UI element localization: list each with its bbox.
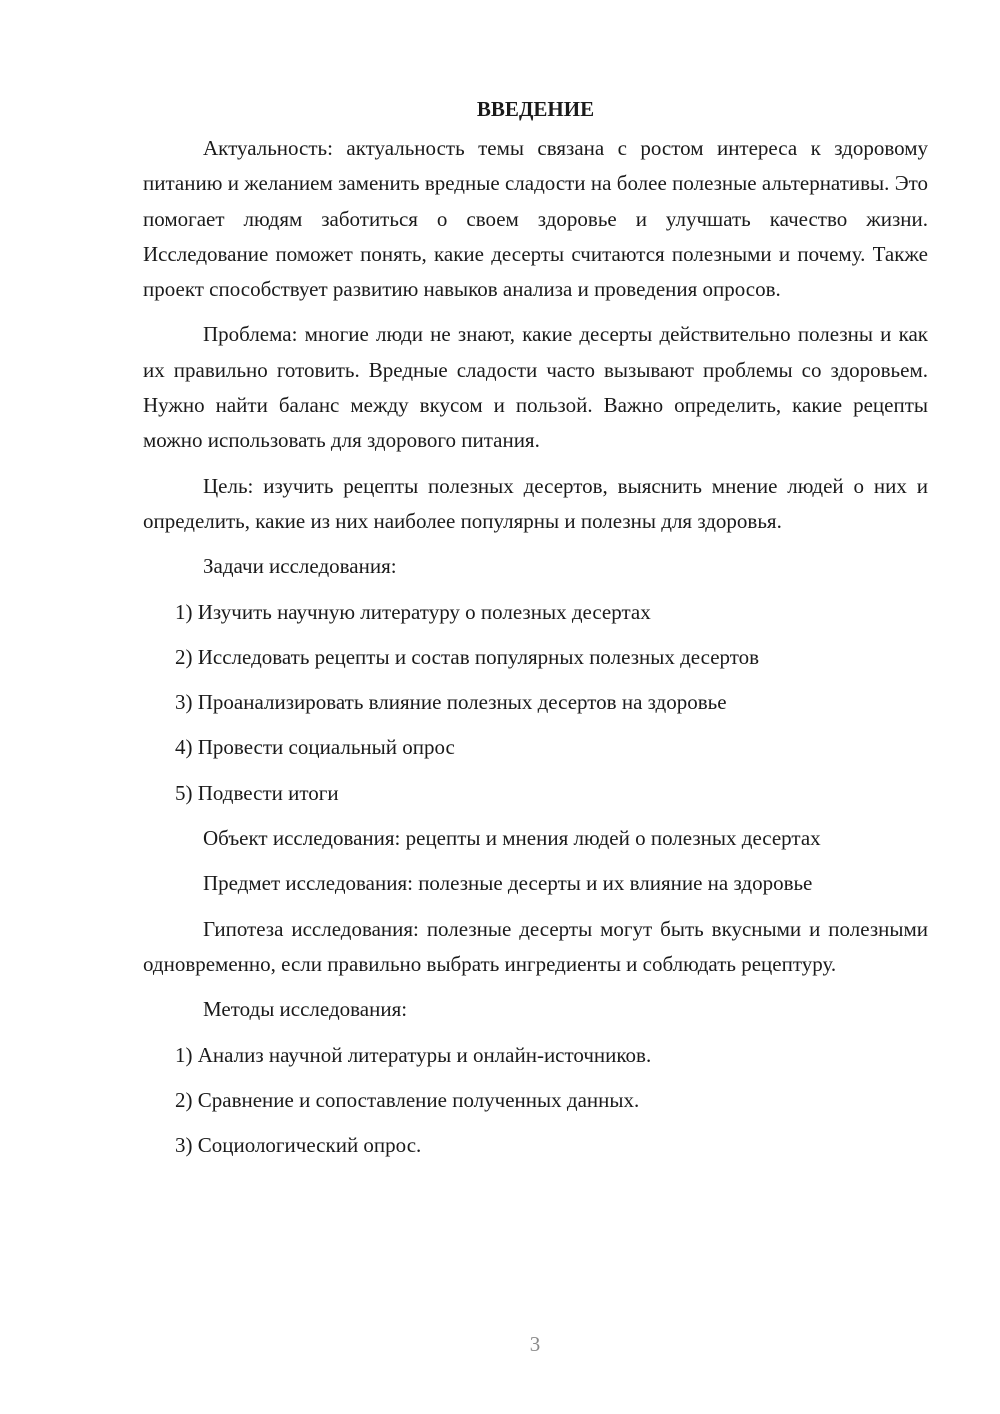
list-item: 2) Исследовать рецепты и состав популярных полезных десертов <box>175 644 760 669</box>
list-item: 1) Анализ научной литературы и онлайн-источников. <box>175 1042 652 1067</box>
list-item: 3) Социологический опрос. <box>175 1133 422 1158</box>
list-item: 4) Провести социальный опрос <box>175 735 455 760</box>
page-number: 3 <box>529 1332 541 1356</box>
hypothesis-paragraph: Гипотеза исследования: полезные десерты могут быть вкусными и полезными одновременно, если правильно выбрать ингредиенты и соблюдать рецептуру. <box>143 916 928 976</box>
list-item: 5) Подвести итоги <box>175 780 339 805</box>
tasks-heading: Задачи исследования: <box>203 554 397 579</box>
list-item: 1) Изучить научную литературу о полезных десертах <box>175 599 651 624</box>
object-line: Объект исследования: рецепты и мнения людей о полезных десертах <box>203 826 821 851</box>
subject-line: Предмет исследования: полезные десерты и их влияние на здоровье <box>203 871 813 896</box>
list-item: 2) Сравнение и сопоставление полученных данных. <box>175 1087 640 1112</box>
problem-paragraph: Проблема: многие люди не знают, какие десерты действительно полезны и как их правильно готовить. Вредные сладости часто вызывают проблемы со здоровьем. Нужно найти баланс между вкусом и пользой. Важно определить, какие рецепты можно использовать для здорового питания. <box>143 322 928 453</box>
relevance-paragraph: Актуальность: актуальность темы связана с ростом интереса к здоровому питанию и желанием заменить вредные сладости на более полезные альтернативы. Это помогает людям заботиться о своем здоровье и улучшать качество жизни. Исследование поможет понять, какие десерты считаются полезными и почему. Также проект способствует развитию навыков анализа и проведения опросов. <box>143 136 928 302</box>
page-content <box>143 92 928 1173</box>
methods-list <box>143 1038 928 1164</box>
methods-heading: Методы исследования: <box>203 997 408 1022</box>
goal-paragraph: Цель: изучить рецепты полезных десертов, выяснить мнение людей о них и определить, какие из них наиболее популярны и полезны для здоровья. <box>143 473 928 533</box>
section-title: ВВЕДЕНИЕ <box>476 97 595 121</box>
tasks-list <box>143 595 928 811</box>
list-item: 3) Проанализировать влияние полезных десертов на здоровье <box>175 690 727 715</box>
